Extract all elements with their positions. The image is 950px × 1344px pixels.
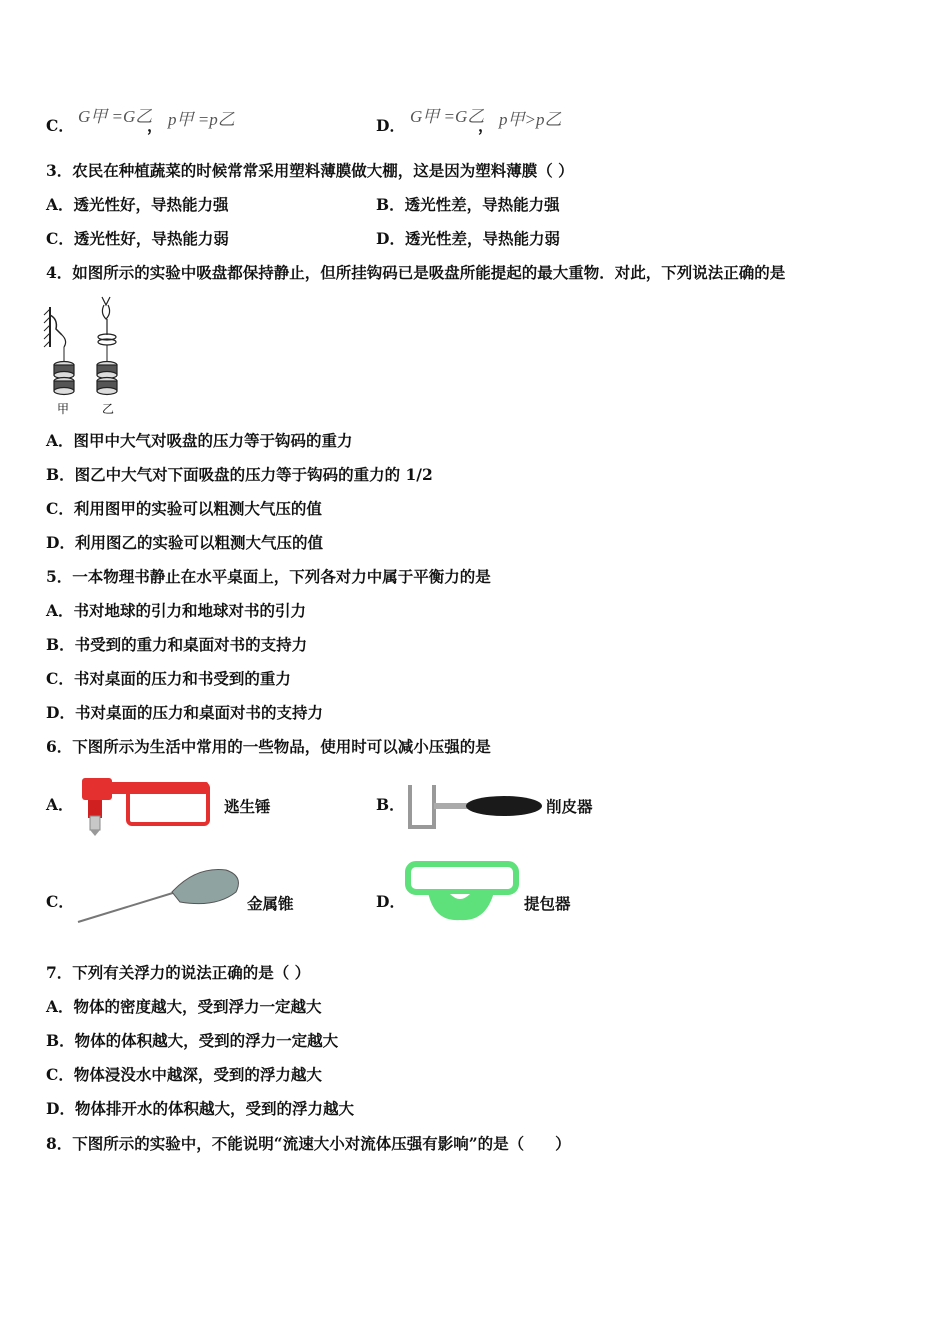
- q4-option-c: C．利用图甲的实验可以粗测大气压的值: [46, 499, 322, 518]
- q3-stem: 3．农民在种植蔬菜的时候常常采用塑料薄膜做大棚，这是因为塑料薄膜（ ）: [46, 161, 574, 180]
- q6-option-b-image: [404, 775, 544, 835]
- q4-option-d: D．利用图乙的实验可以粗测大气压的值: [46, 533, 323, 552]
- q4-stem: 4．如图所示的实验中吸盘都保持静止，但所挂钩码已是吸盘所能提起的最大重物．对此，下列说法正确的是: [46, 263, 786, 282]
- q2-option-c-formula-g: G甲 =G乙: [78, 107, 153, 126]
- q2-option-c-separator: ，: [147, 116, 163, 135]
- bag-holder-icon: [404, 860, 520, 930]
- q8-stem: 8．下图所示的实验中，不能说明“流速大小对流体压强有影响”的是（ ）: [46, 1134, 571, 1153]
- q2-option-c-label: C．: [46, 116, 74, 135]
- q6-option-d-image: [404, 860, 520, 930]
- q7-option-d: D．物体排开水的体积越大，受到的浮力越大: [46, 1099, 354, 1118]
- peeler-icon: [404, 775, 544, 835]
- q6-option-a-image: [78, 772, 218, 838]
- suction-cup-diagram-icon: [40, 295, 140, 420]
- q7-option-c: C．物体浸没水中越深，受到的浮力越大: [46, 1065, 322, 1084]
- q2-option-d-formula-g: G甲 =G乙: [410, 107, 485, 126]
- q2-option-d-label: D．: [376, 116, 405, 135]
- q4-suction-cup-figure: [40, 295, 140, 420]
- q4-option-b: B．图乙中大气对下面吸盘的压力等于钩码的重力的 1/2: [46, 465, 433, 484]
- q2-option-d-formula-p: p甲>p乙: [499, 110, 562, 129]
- escape-hammer-icon: [78, 772, 218, 838]
- q6-option-c-label: C．: [46, 892, 74, 911]
- q6-option-c-image: [76, 862, 244, 926]
- q5-option-a: A．书对地球的引力和地球对书的引力: [46, 601, 307, 620]
- q4-option-a: A．图甲中大气对吸盘的压力等于钩码的重力: [46, 431, 353, 450]
- q7-option-b: B．物体的体积越大，受到的浮力一定越大: [46, 1031, 339, 1050]
- q3-option-d: D．透光性差，导热能力弱: [376, 229, 560, 248]
- q7-stem: 7．下列有关浮力的说法正确的是（ ）: [46, 963, 311, 982]
- q7-option-a: A．物体的密度越大，受到浮力一定越大: [46, 997, 322, 1016]
- q2-option-d-separator: ，: [478, 116, 494, 135]
- q6-option-b-label: B．: [376, 795, 405, 814]
- q6-option-b-name: 削皮器: [546, 797, 593, 816]
- q2-option-c-formula-p: p甲 =p乙: [168, 110, 235, 129]
- q6-option-a-name: 逃生锤: [224, 797, 271, 816]
- q6-option-c-name: 金属锥: [247, 894, 294, 913]
- q6-option-d-label: D．: [376, 892, 405, 911]
- q6-stem: 6．下图所示为生活中常用的一些物品，使用时可以减小压强的是: [46, 737, 491, 756]
- q6-option-a-label: A．: [46, 795, 74, 814]
- q5-option-c: C．书对桌面的压力和书受到的重力: [46, 669, 291, 688]
- q3-option-c: C．透光性好，导热能力弱: [46, 229, 229, 248]
- q5-option-d: D．书对桌面的压力和桌面对书的支持力: [46, 703, 323, 722]
- q5-stem: 5．一本物理书静止在水平桌面上，下列各对力中属于平衡力的是: [46, 567, 491, 586]
- q3-option-b: B．透光性差，导热能力强: [376, 195, 560, 214]
- q6-option-d-name: 提包器: [524, 894, 571, 913]
- q5-option-b: B．书受到的重力和桌面对书的支持力: [46, 635, 308, 654]
- q4-figure-label-jia: 甲: [57, 402, 70, 416]
- q4-figure-label-yi: 乙: [102, 402, 115, 416]
- metal-awl-icon: [76, 862, 244, 926]
- q3-option-a: A．透光性好，导热能力强: [46, 195, 229, 214]
